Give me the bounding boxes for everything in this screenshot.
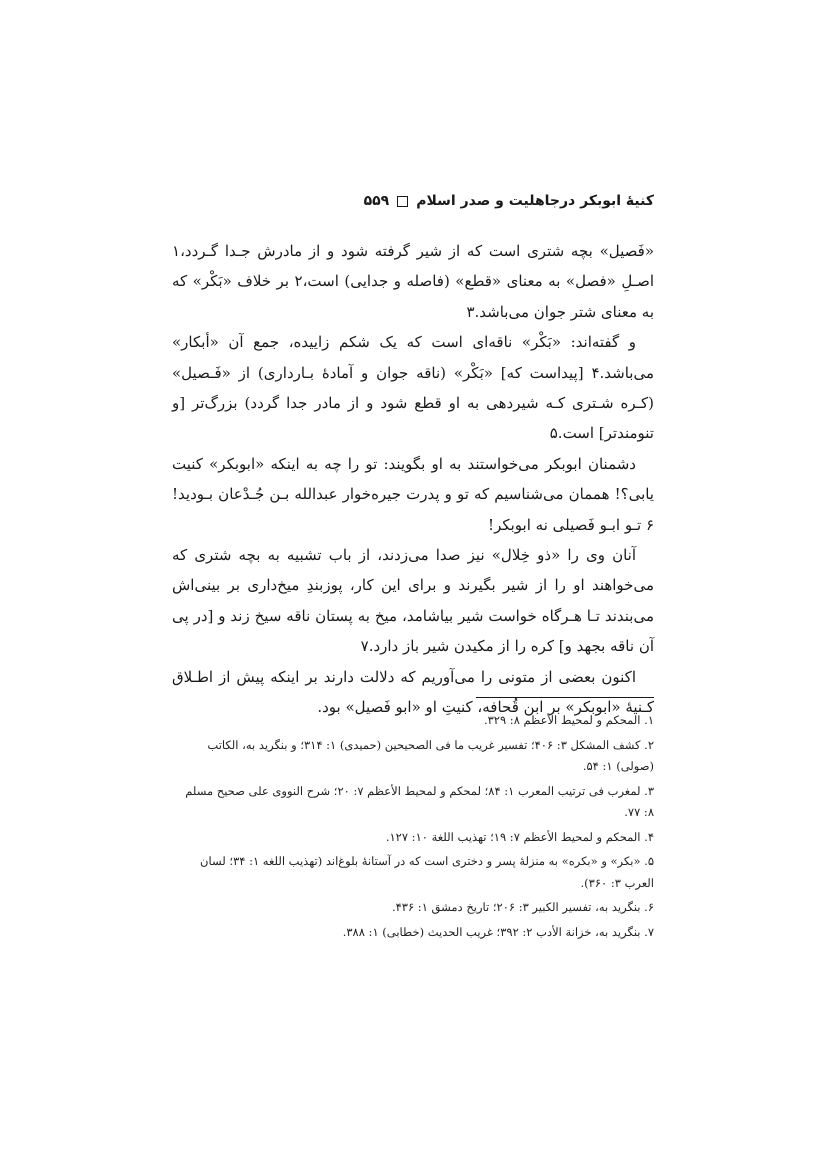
- paragraph: و گفته‌اند: «بَکْر» ناقه‌ای است که یک شکم زاییده، جمع آن «أبکار» می‌باشد.۴ [پیداست که] «بَکْر» (ناقه جوان و آمادهٔ بـارداری) از «فَـصیل» (کـره شـتری کـه شیردهی به او قطع شود و از مادر جدا گردد) بزرگ‌تر [و تنومندتر] است.۵: [172, 333, 654, 443]
- paragraph: «فَصیل» بچه شتری است که از شیر گرفته شود و از مادرش جـدا گـردد،۱ اصـلِ «فصل» به معنای «قطع» (فاصله و جدایی) است،۲ بر خلاف «بَکْر» که به معنای شتر جوان می‌باشد.۳: [172, 242, 654, 321]
- footnotes: [172, 710, 654, 946]
- footnote: ۲. کشف المشکل ۳: ۴۰۶؛ تفسیر غریب ما فی الصحیحین (حمیدی) ۱: ۳۱۴؛ و بنگرید به، الکاتب (صولی) ۱: ۵۴.: [207, 737, 654, 773]
- footnote: ۴. المحکم و لمحیط الأعظم ۷: ۱۹؛ تهذیب اللغة ۱۰: ۱۲۷.: [385, 829, 654, 844]
- body-text: [172, 236, 654, 723]
- footnote: ۱. المحکم و لمحیط الأعظم ۸: ۳۲۹.: [483, 713, 654, 727]
- footnote: ۶. بنگرید به، تفسیر الکبیر ۳: ۲۰۶؛ تاریخ دمشق ۱: ۴۳۶.: [391, 900, 654, 914]
- paragraph: آنان وی را «ذو خِلال» نیز صدا می‌زدند، از باب تشبیه به بچه شتری که می‌خواهند او را از شیر بگیرند و برای این کار، پوزبندِ میخ‌داری بر بینی‌اش می‌بندند تـا هـرگاه خواست شیر بیاشامد، میخ به پستان ناقه سیخ زند و [در پی آن ناقه بجهد و] کره را از مکیدن شیر باز دارد.۷: [172, 546, 654, 656]
- square-icon: [397, 196, 408, 207]
- footnote: ۳. لمغرب فی ترتیب المعرب ۱: ۸۴؛ لمحکم و لمحیط الأعظم ۷: ۲۰؛ شرح النووی علی صحیح مسلم ۸: ۷۷.: [185, 783, 654, 819]
- footnote: ۵. «بکر» و «بکره» به منزلهٔ پسر و دختری است که در آستانهٔ بلوغ‌اند (تهذیب اللغه ۱: ۳۴؛ لسان العرب ۳: ۳۶۰).: [200, 854, 654, 890]
- footnote-divider: [476, 697, 654, 698]
- page-number: ۵۵۹: [363, 193, 390, 209]
- paragraph: دشمنان ابوبکر می‌خواستند به او بگویند: تو را چه به اینکه «ابوبکر» کنیت یابی؟! هممان می‌شناسیم که تو و پدرت جیره‌خوار عبدالله بـن جُـدْعان بـودید!۶ تـو ابـو فَصیلی نه ابوبکر!: [172, 454, 654, 534]
- footnote: ۷. بنگرید به، خزانة الأدب ۲: ۳۹۲؛ غریب الحدیث (خطابی) ۱: ۳۸۸.: [342, 924, 654, 939]
- paragraph: اکنون بعضی از متونی را می‌آوریم که دلالت دارند بر اینکه پیش از اطـلاق کـنیهٔ «ابوبکر» بر ابن قُحافه، کنیتِ او «ابو فَصیل» بود.: [172, 667, 654, 717]
- running-head: [172, 188, 654, 214]
- running-head-title: کنیهٔ ابوبکر درجاهلیت و صدر اسلام: [416, 193, 654, 209]
